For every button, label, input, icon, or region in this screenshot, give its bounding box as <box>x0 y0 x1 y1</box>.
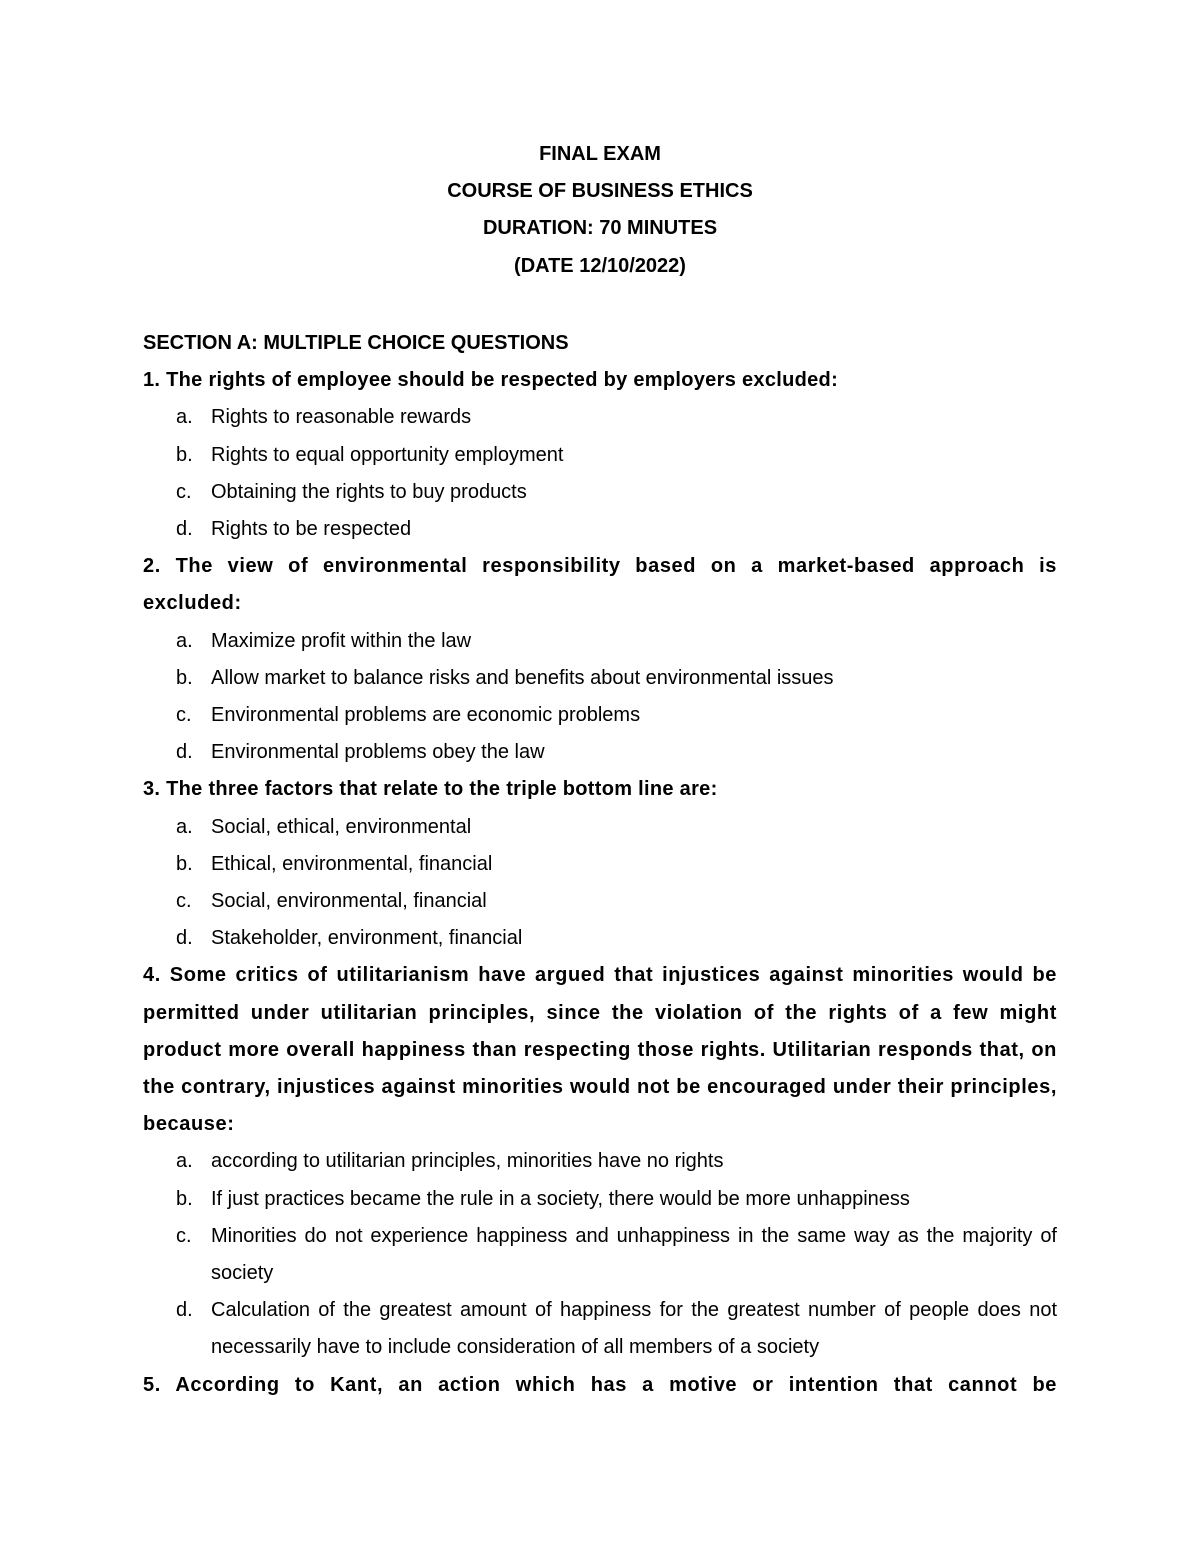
exam-body <box>143 325 1057 1404</box>
option-letter: b. <box>176 443 193 466</box>
option-text: If just practices became the rule in a society, there would be more unhappiness <box>211 1187 910 1210</box>
option-text: Ethical, environmental, financial <box>211 852 493 875</box>
question-1-options <box>143 399 1057 548</box>
option-letter: b. <box>176 852 193 875</box>
question-4: 4. Some critics of utilitarianism have argued that injustices against minorities would be permitted under utilitarian principles, since the violation of the rights of a few might product more overall happiness than respecting those rights. Utilitarian responds that, on the contrary, injustices against minorities would not be encouraged under their principles, because: <box>143 964 1057 1136</box>
question-2: 2. The view of environmental responsibility based on a market-based approach is excluded: <box>143 555 1057 615</box>
option-letter: d. <box>176 741 193 764</box>
option-text: Environmental problems are economic problems <box>211 704 641 727</box>
section-title: SECTION A: MULTIPLE CHOICE QUESTIONS <box>143 332 569 354</box>
option-text: Obtaining the rights to buy products <box>211 480 527 503</box>
option-letter: b. <box>176 1187 193 1210</box>
option-letter: c. <box>176 704 192 727</box>
question-3-options <box>143 809 1057 958</box>
option-letter: c. <box>176 480 192 503</box>
question-4-options <box>143 1143 1057 1366</box>
option-text: Rights to reasonable rewards <box>211 406 472 429</box>
option-letter: a. <box>176 629 193 652</box>
option-4b <box>143 1181 1057 1218</box>
option-4d <box>143 1292 1057 1366</box>
option-text: Social, ethical, environmental <box>211 815 472 838</box>
option-letter: b. <box>176 666 193 689</box>
option-text: Maximize profit within the law <box>211 629 472 652</box>
option-text: Allow market to balance risks and benefits about environmental issues <box>211 666 834 689</box>
option-1d <box>143 511 1057 548</box>
option-letter: c. <box>176 890 192 913</box>
option-text: Rights to equal opportunity employment <box>211 443 564 466</box>
option-text: Environmental problems obey the law <box>211 741 545 764</box>
option-4a <box>143 1143 1057 1180</box>
exam-title: FINAL EXAM <box>539 143 661 165</box>
exam-header <box>0 140 1200 289</box>
option-text: Rights to be respected <box>211 518 412 541</box>
course-name: COURSE OF BUSINESS ETHICS <box>447 180 753 203</box>
option-text: according to utilitarian principles, minorities have no rights <box>211 1150 724 1173</box>
option-1b <box>143 437 1057 474</box>
option-letter: a. <box>176 815 193 838</box>
option-letter: d. <box>176 927 193 950</box>
option-letter: d. <box>176 518 193 541</box>
exam-date: (DATE 12/10/2022) <box>514 254 686 277</box>
option-2c <box>143 697 1057 734</box>
question-1: 1. The rights of employee should be respected by employers excluded: <box>143 369 839 392</box>
option-letter: c. <box>176 1224 192 1247</box>
option-2a <box>143 623 1057 660</box>
option-letter: a. <box>176 406 193 429</box>
option-3b <box>143 846 1057 883</box>
option-4c <box>143 1218 1057 1292</box>
option-letter: d. <box>176 1299 193 1322</box>
option-1c <box>143 474 1057 511</box>
question-2-options <box>143 623 1057 772</box>
option-text: Calculation of the greatest amount of happiness for the greatest number of people does not necessarily have to include consideration of all members of a society <box>211 1299 1057 1359</box>
option-1a <box>143 399 1057 436</box>
option-2d <box>143 734 1057 771</box>
exam-duration: DURATION: 70 MINUTES <box>482 217 718 240</box>
option-text: Stakeholder, environment, financial <box>211 927 523 950</box>
option-3a <box>143 809 1057 846</box>
option-letter: a. <box>176 1150 193 1173</box>
option-2b <box>143 660 1057 697</box>
question-3: 3. The three factors that relate to the triple bottom line are: <box>143 778 718 801</box>
question-5: 5. According to Kant, an action which has a motive or intention that cannot be <box>143 1373 1057 1396</box>
option-text: Minorities do not experience happiness and unhappiness in the same way as the majority of society <box>211 1224 1057 1285</box>
option-text: Social, environmental, financial <box>211 890 487 913</box>
option-3d <box>143 920 1057 957</box>
option-3c <box>143 883 1057 920</box>
